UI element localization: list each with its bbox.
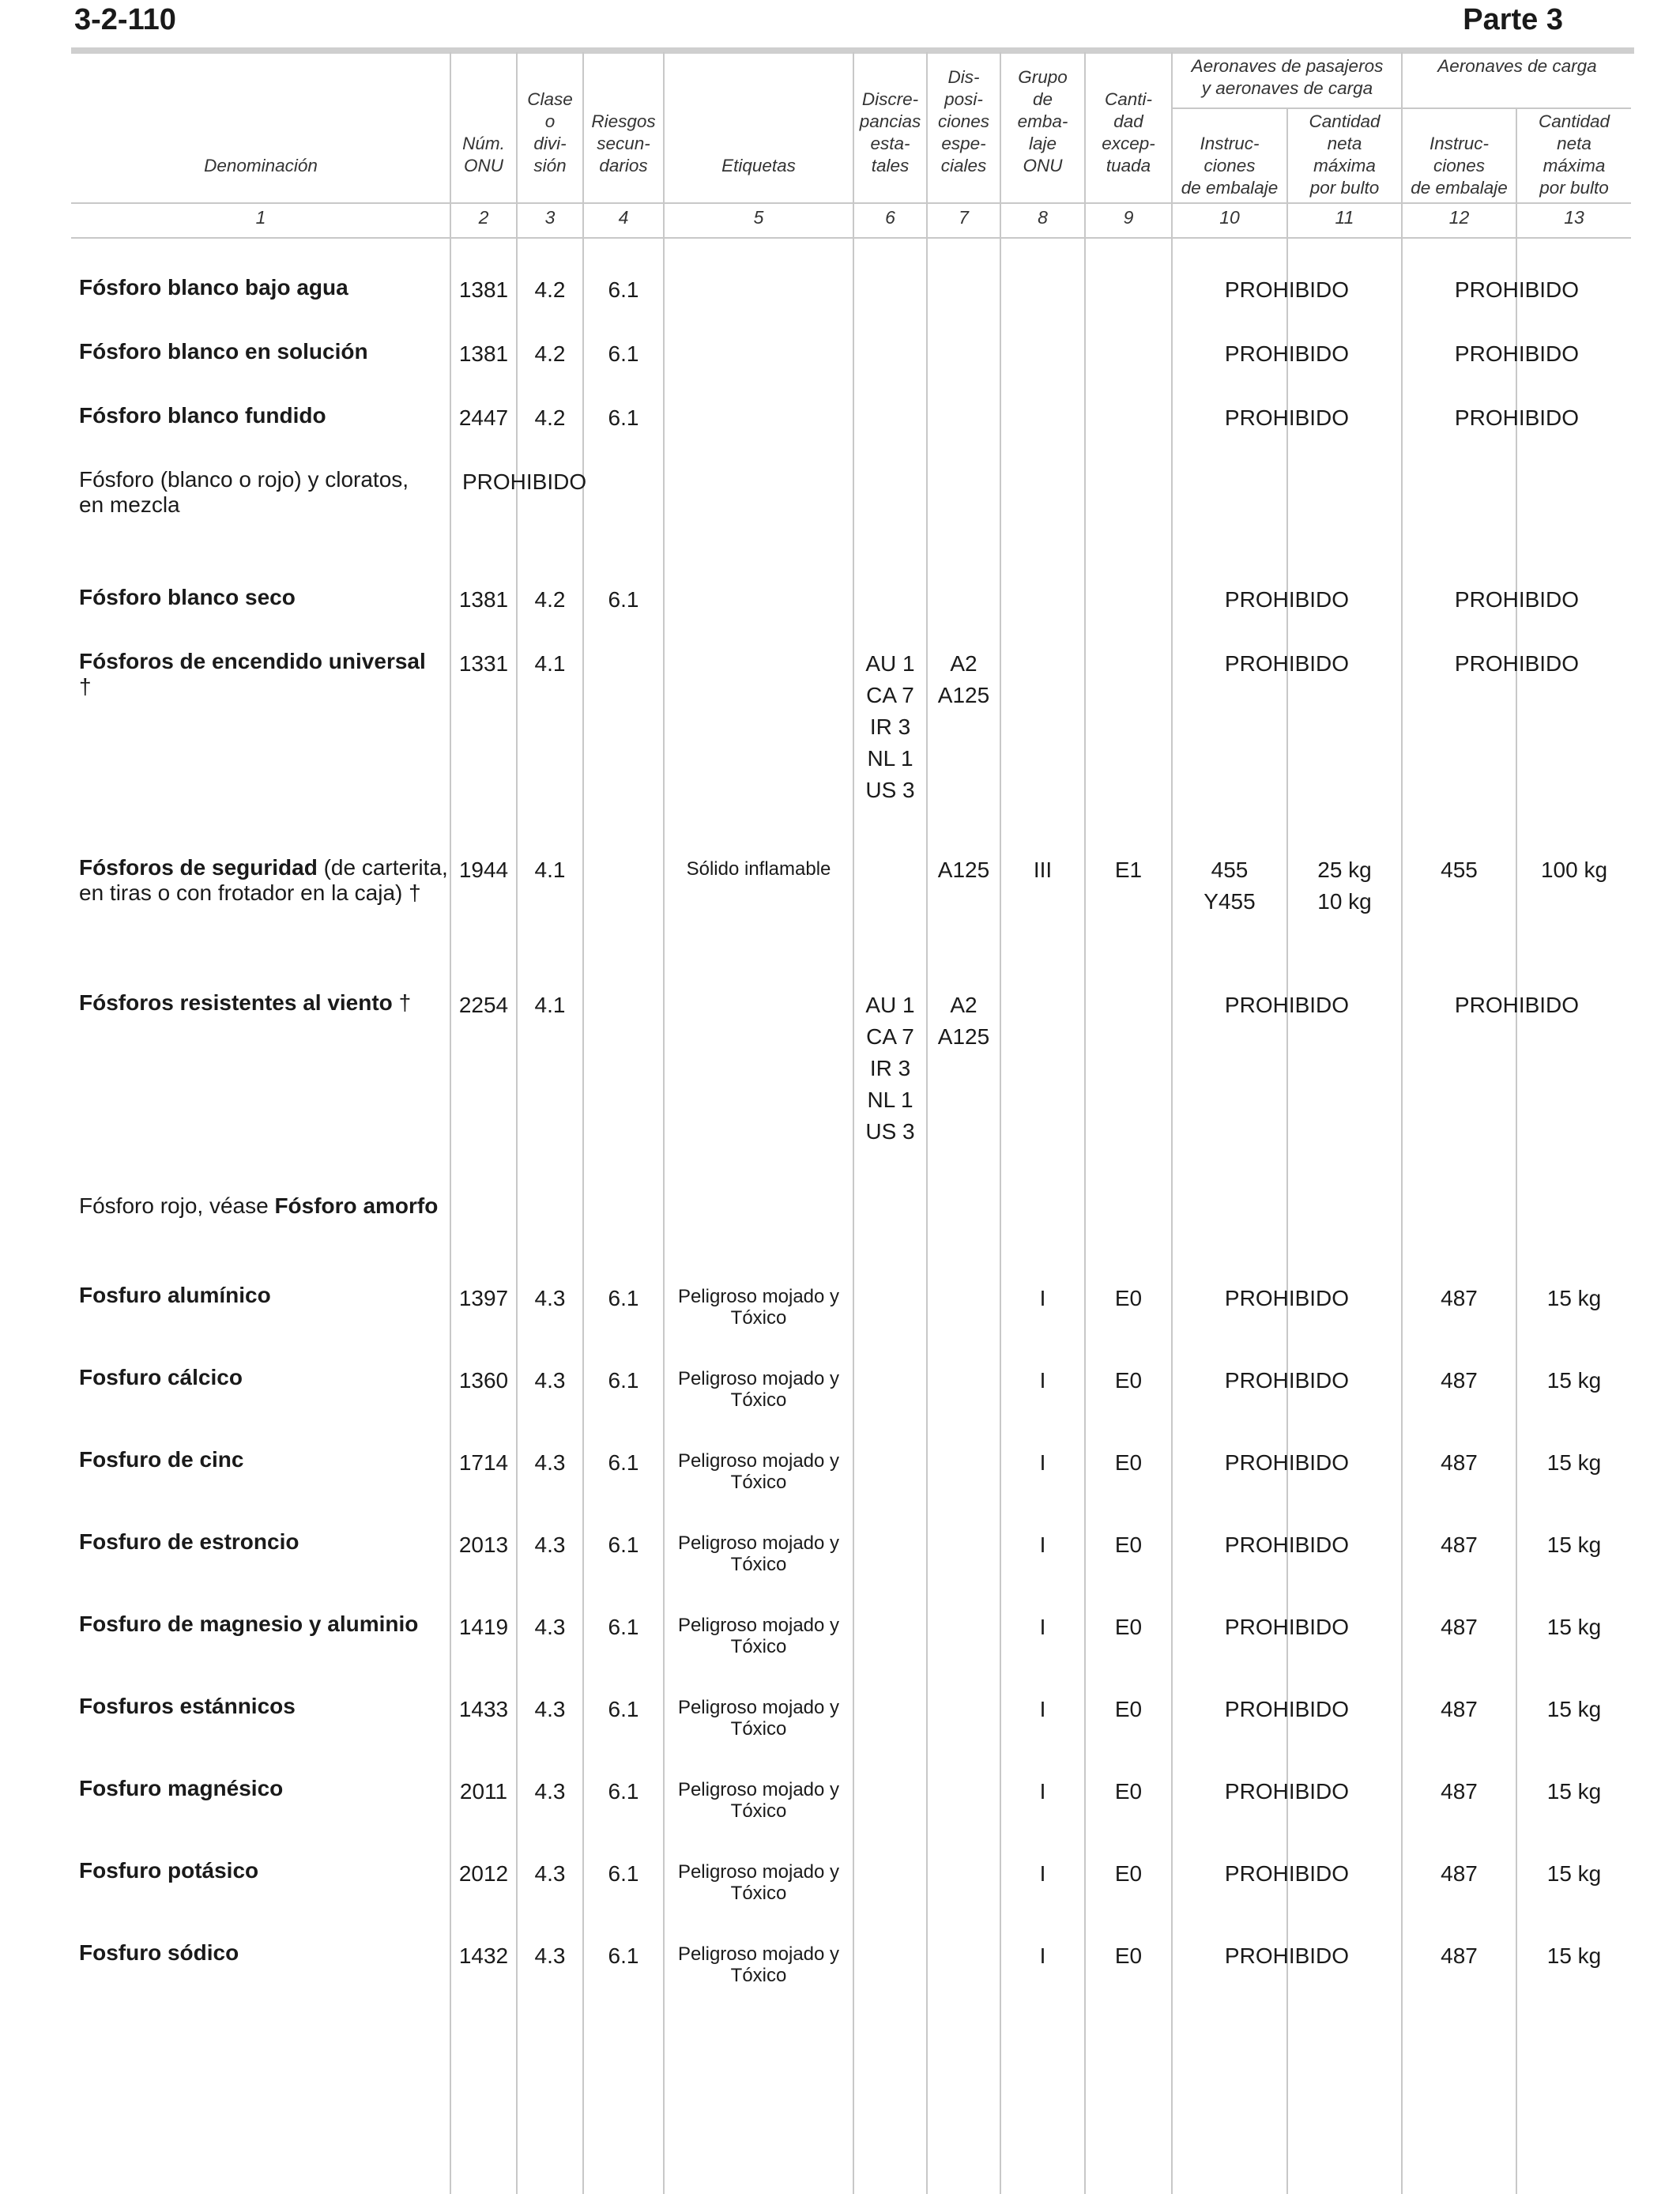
un-number: 1381 — [458, 587, 509, 612]
max-qty-cargo: 15 kg — [1546, 1532, 1602, 1557]
subsidiary-risk: 6.1 — [608, 1615, 639, 1639]
table-row — [79, 467, 427, 518]
column-number: 7 — [959, 207, 969, 228]
substance-name: Fosfuro magnésico — [79, 1776, 284, 1800]
prohibited-passenger: PROHIBIDO — [1224, 651, 1350, 676]
packing-group: I — [1039, 1286, 1046, 1310]
table-row — [79, 1283, 450, 1308]
substance-name-suffix: † — [392, 990, 412, 1015]
prohibited-passenger: PROHIBIDO — [1224, 1286, 1350, 1310]
table-row — [79, 403, 450, 428]
header-packing-instruction-pax: Instruc- ciones de embalaje — [1181, 134, 1279, 198]
subsidiary-risk: 6.1 — [608, 1779, 639, 1804]
header-bottom-rule — [71, 202, 1631, 204]
hazard-label: Peligroso mojado y Tóxico — [677, 1943, 840, 1986]
subsidiary-risk: 6.1 — [608, 1286, 639, 1310]
packing-group: I — [1039, 1943, 1046, 1968]
table-row — [79, 990, 450, 1016]
max-qty-cargo: 15 kg — [1546, 1450, 1602, 1475]
substance-name-suffix: † — [79, 674, 92, 699]
prohibited-passenger: PROHIBIDO — [1224, 1697, 1350, 1721]
subsidiary-risk: 6.1 — [608, 341, 639, 366]
substance-name: Fosfuro de estroncio — [79, 1529, 299, 1554]
table-row — [79, 339, 450, 364]
subsidiary-risk: 6.1 — [608, 277, 639, 302]
class-division: 4.2 — [534, 587, 566, 612]
class-division: 4.3 — [534, 1779, 566, 1804]
hazard-label: Peligroso mojado y Tóxico — [677, 1532, 840, 1575]
packing-group: III — [1033, 858, 1053, 882]
header-labels: Etiquetas — [721, 156, 796, 175]
excepted-quantity: E0 — [1114, 1368, 1143, 1393]
prohibited-entry: PROHIBIDO — [462, 469, 587, 494]
column-number: 4 — [618, 207, 629, 228]
substance-name: Fosfuro cálcico — [79, 1365, 243, 1389]
prohibited-passenger: PROHIBIDO — [1224, 1615, 1350, 1639]
subsidiary-risk: 6.1 — [608, 1861, 639, 1886]
column-number: 12 — [1448, 207, 1470, 228]
hazard-label: Peligroso mojado y Tóxico — [677, 1286, 840, 1329]
un-number: 1360 — [458, 1368, 509, 1393]
header-excepted-quantity: Canti- dad excep- tuada — [1102, 89, 1155, 175]
class-division: 4.3 — [534, 1450, 566, 1475]
column-number: 1 — [255, 207, 266, 228]
class-division: 4.1 — [534, 993, 566, 1017]
class-division: 4.2 — [534, 405, 566, 430]
un-number: 1331 — [458, 651, 509, 676]
packing-instruction-cargo: 487 — [1441, 1368, 1478, 1393]
hazard-label: Peligroso mojado y Tóxico — [677, 1861, 840, 1904]
max-qty-cargo: 15 kg — [1546, 1615, 1602, 1639]
table-row — [79, 1940, 450, 1966]
packing-instruction-cargo: 487 — [1441, 1532, 1478, 1557]
hazard-label: Sólido inflamable — [686, 858, 831, 880]
substance-name: Fósforo blanco fundido — [79, 403, 326, 428]
un-number: 2254 — [458, 993, 509, 1017]
substance-name: Fosfuro potásico — [79, 1858, 259, 1883]
packing-instruction-passenger: 455 Y455 — [1203, 858, 1256, 914]
max-qty-cargo: 100 kg — [1540, 858, 1608, 882]
class-division: 4.3 — [534, 1697, 566, 1721]
header-denominacion: Denominación — [204, 156, 318, 175]
prohibited-passenger: PROHIBIDO — [1224, 1532, 1350, 1557]
hazard-label: Peligroso mojado y Tóxico — [677, 1368, 840, 1411]
hazard-label: Peligroso mojado y Tóxico — [677, 1697, 840, 1740]
table-row — [79, 275, 450, 300]
prohibited-cargo: PROHIBIDO — [1454, 277, 1580, 302]
prohibited-passenger: PROHIBIDO — [1224, 341, 1350, 366]
substance-name: Fósforos de encendido universal — [79, 649, 426, 673]
packing-group: I — [1039, 1779, 1046, 1804]
prohibited-passenger: PROHIBIDO — [1224, 1861, 1350, 1886]
hazard-label: Peligroso mojado y Tóxico — [677, 1450, 840, 1493]
un-number: 2011 — [459, 1779, 508, 1804]
packing-instruction-cargo: 487 — [1441, 1615, 1478, 1639]
excepted-quantity: E0 — [1114, 1697, 1143, 1721]
page-header — [71, 0, 1609, 47]
subsidiary-risk: 6.1 — [608, 1368, 639, 1393]
un-number: 1397 — [458, 1286, 509, 1310]
table-row — [79, 1193, 506, 1219]
subsidiary-risk: 6.1 — [608, 1697, 639, 1721]
un-number: 1381 — [458, 341, 509, 366]
packing-group: I — [1039, 1532, 1046, 1557]
class-division: 4.2 — [534, 277, 566, 302]
column-number: 5 — [753, 207, 764, 228]
substance-name: Fósforo blanco en solución — [79, 339, 368, 364]
packing-group: I — [1039, 1368, 1046, 1393]
special-provisions: A2 A125 — [937, 651, 990, 707]
header-max-qty-pax: Cantidad neta máxima por bulto — [1309, 111, 1381, 198]
subsidiary-risk: 6.1 — [608, 1532, 639, 1557]
header-subsidiary-risk: Riesgos secun- darios — [591, 111, 656, 175]
packing-group: I — [1039, 1450, 1046, 1475]
column-divider — [663, 52, 665, 2194]
header-max-qty-cargo: Cantidad neta máxima por bulto — [1538, 111, 1610, 198]
un-number: 1944 — [458, 858, 509, 882]
un-number: 1419 — [458, 1615, 509, 1639]
header-group-passenger: Aeronaves de pasajeros y aeronaves de carga — [1191, 56, 1384, 98]
packing-instruction-cargo: 487 — [1441, 1697, 1478, 1721]
class-division: 4.1 — [534, 651, 566, 676]
max-qty-cargo: 15 kg — [1546, 1697, 1602, 1721]
prohibited-passenger: PROHIBIDO — [1224, 993, 1350, 1017]
excepted-quantity: E0 — [1114, 1943, 1143, 1968]
substance-name: Fósforo blanco bajo agua — [79, 275, 348, 300]
hazard-label: Peligroso mojado y Tóxico — [677, 1615, 840, 1657]
packing-instruction-cargo: 487 — [1441, 1286, 1478, 1310]
substance-name: Fósforos resistentes al viento — [79, 990, 393, 1015]
header-un-number: Núm. ONU — [462, 134, 505, 175]
prohibited-passenger: PROHIBIDO — [1224, 1943, 1350, 1968]
column-number-rule — [71, 237, 1631, 239]
packing-instruction-cargo: 455 — [1441, 858, 1478, 882]
prohibited-passenger: PROHIBIDO — [1224, 405, 1350, 430]
substance-name: Fósforos de seguridad — [79, 855, 318, 880]
un-number: 2447 — [458, 405, 509, 430]
table-row — [79, 1858, 450, 1883]
packing-instruction-cargo: 487 — [1441, 1779, 1478, 1804]
excepted-quantity: E1 — [1114, 858, 1143, 882]
un-number: 2013 — [458, 1532, 509, 1557]
header-packing-group: Grupo de emba- laje ONU — [1017, 67, 1068, 175]
page-number: 3-2-110 — [74, 3, 176, 36]
subsidiary-risk: 6.1 — [608, 1943, 639, 1968]
table-row — [79, 1365, 450, 1390]
prohibited-passenger: PROHIBIDO — [1224, 277, 1350, 302]
packing-instruction-cargo: 487 — [1441, 1943, 1478, 1968]
header-packing-instruction-cargo: Instruc- ciones de embalaje — [1411, 134, 1508, 198]
subsidiary-risk: 6.1 — [608, 405, 639, 430]
max-qty-cargo: 15 kg — [1546, 1861, 1602, 1886]
substance-name: Fosfuro de cinc — [79, 1447, 244, 1472]
column-number: 3 — [544, 207, 556, 228]
substance-name: Fosfuros estánnicos — [79, 1694, 296, 1718]
excepted-quantity: E0 — [1114, 1286, 1143, 1310]
packing-instruction-cargo: 487 — [1441, 1450, 1478, 1475]
prohibited-passenger: PROHIBIDO — [1224, 1779, 1350, 1804]
special-provisions: A2 A125 — [937, 993, 990, 1049]
table-row — [79, 1529, 450, 1555]
packing-group: I — [1039, 1861, 1046, 1886]
subsidiary-risk: 6.1 — [608, 1450, 639, 1475]
prohibited-cargo: PROHIBIDO — [1454, 341, 1580, 366]
cross-reference: Fósforo amorfo — [274, 1193, 439, 1218]
column-number: 6 — [885, 207, 895, 228]
max-qty-cargo: 15 kg — [1546, 1943, 1602, 1968]
table-row — [79, 1447, 450, 1472]
max-qty-cargo: 15 kg — [1546, 1286, 1602, 1310]
part-label: Parte 3 — [1463, 3, 1563, 36]
un-number: 1432 — [458, 1943, 509, 1968]
state-variations: AU 1 CA 7 IR 3 NL 1 US 3 — [865, 993, 915, 1144]
class-division: 4.3 — [534, 1368, 566, 1393]
excepted-quantity: E0 — [1114, 1450, 1143, 1475]
max-qty-cargo: 15 kg — [1546, 1779, 1602, 1804]
un-number: 1433 — [458, 1697, 509, 1721]
substance-name: Fósforo (blanco o rojo) y cloratos, en mezcla — [79, 467, 409, 517]
prohibited-cargo: PROHIBIDO — [1454, 405, 1580, 430]
column-number: 9 — [1123, 207, 1134, 228]
header-state-variations: Discre- pancias esta- tales — [859, 89, 921, 175]
hazard-label: Peligroso mojado y Tóxico — [677, 1779, 840, 1822]
substance-name-suffix: (de carterita, en tiras o con frotador en la caja) † — [79, 855, 448, 905]
special-provisions: A125 — [937, 858, 990, 882]
header-group-cargo: Aeronaves de carga — [1437, 56, 1597, 76]
excepted-quantity: E0 — [1114, 1779, 1143, 1804]
packing-group: I — [1039, 1697, 1046, 1721]
column-number: 8 — [1038, 207, 1048, 228]
prohibited-passenger: PROHIBIDO — [1224, 587, 1350, 612]
substance-name: Fósforo rojo, véase — [79, 1193, 275, 1218]
table-row — [79, 649, 450, 699]
column-divider — [926, 52, 928, 2194]
header-class: Clase o divi- sión — [527, 89, 573, 175]
class-division: 4.3 — [534, 1532, 566, 1557]
substance-name: Fosfuro alumínico — [79, 1283, 271, 1307]
prohibited-passenger: PROHIBIDO — [1224, 1450, 1350, 1475]
class-division: 4.2 — [534, 341, 566, 366]
max-qty-cargo: 15 kg — [1546, 1368, 1602, 1393]
un-number: 1714 — [458, 1450, 509, 1475]
max-qty-passenger: 25 kg 10 kg — [1317, 858, 1372, 914]
excepted-quantity: E0 — [1114, 1615, 1143, 1639]
table-row — [79, 1694, 450, 1719]
column-number: 2 — [478, 207, 489, 228]
substance-name: Fosfuro sódico — [79, 1940, 239, 1965]
class-division: 4.3 — [534, 1943, 566, 1968]
excepted-quantity: E0 — [1114, 1861, 1143, 1886]
group-header-rule — [1171, 107, 1631, 109]
table-row — [79, 1612, 450, 1637]
packing-instruction-cargo: 487 — [1441, 1861, 1478, 1886]
packing-group: I — [1039, 1615, 1046, 1639]
prohibited-cargo: PROHIBIDO — [1454, 587, 1580, 612]
class-division: 4.3 — [534, 1615, 566, 1639]
state-variations: AU 1 CA 7 IR 3 NL 1 US 3 — [865, 651, 915, 802]
table-row — [79, 585, 450, 610]
prohibited-passenger: PROHIBIDO — [1224, 1368, 1350, 1393]
header-special-provisions: Dis- posi- ciones espe- ciales — [937, 67, 990, 175]
prohibited-cargo: PROHIBIDO — [1454, 651, 1580, 676]
class-division: 4.1 — [534, 858, 566, 882]
un-number: 1381 — [458, 277, 509, 302]
subsidiary-risk: 6.1 — [608, 587, 639, 612]
class-division: 4.3 — [534, 1861, 566, 1886]
column-number: 10 — [1219, 207, 1240, 228]
table-row — [79, 1776, 450, 1801]
table-row — [79, 855, 450, 906]
substance-name: Fosfuro de magnesio y aluminio — [79, 1612, 419, 1636]
column-number: 13 — [1564, 207, 1584, 228]
column-number: 11 — [1335, 207, 1354, 228]
excepted-quantity: E0 — [1114, 1532, 1143, 1557]
un-number: 2012 — [458, 1861, 509, 1886]
class-division: 4.3 — [534, 1286, 566, 1310]
substance-name: Fósforo blanco seco — [79, 585, 296, 609]
prohibited-cargo: PROHIBIDO — [1454, 993, 1580, 1017]
